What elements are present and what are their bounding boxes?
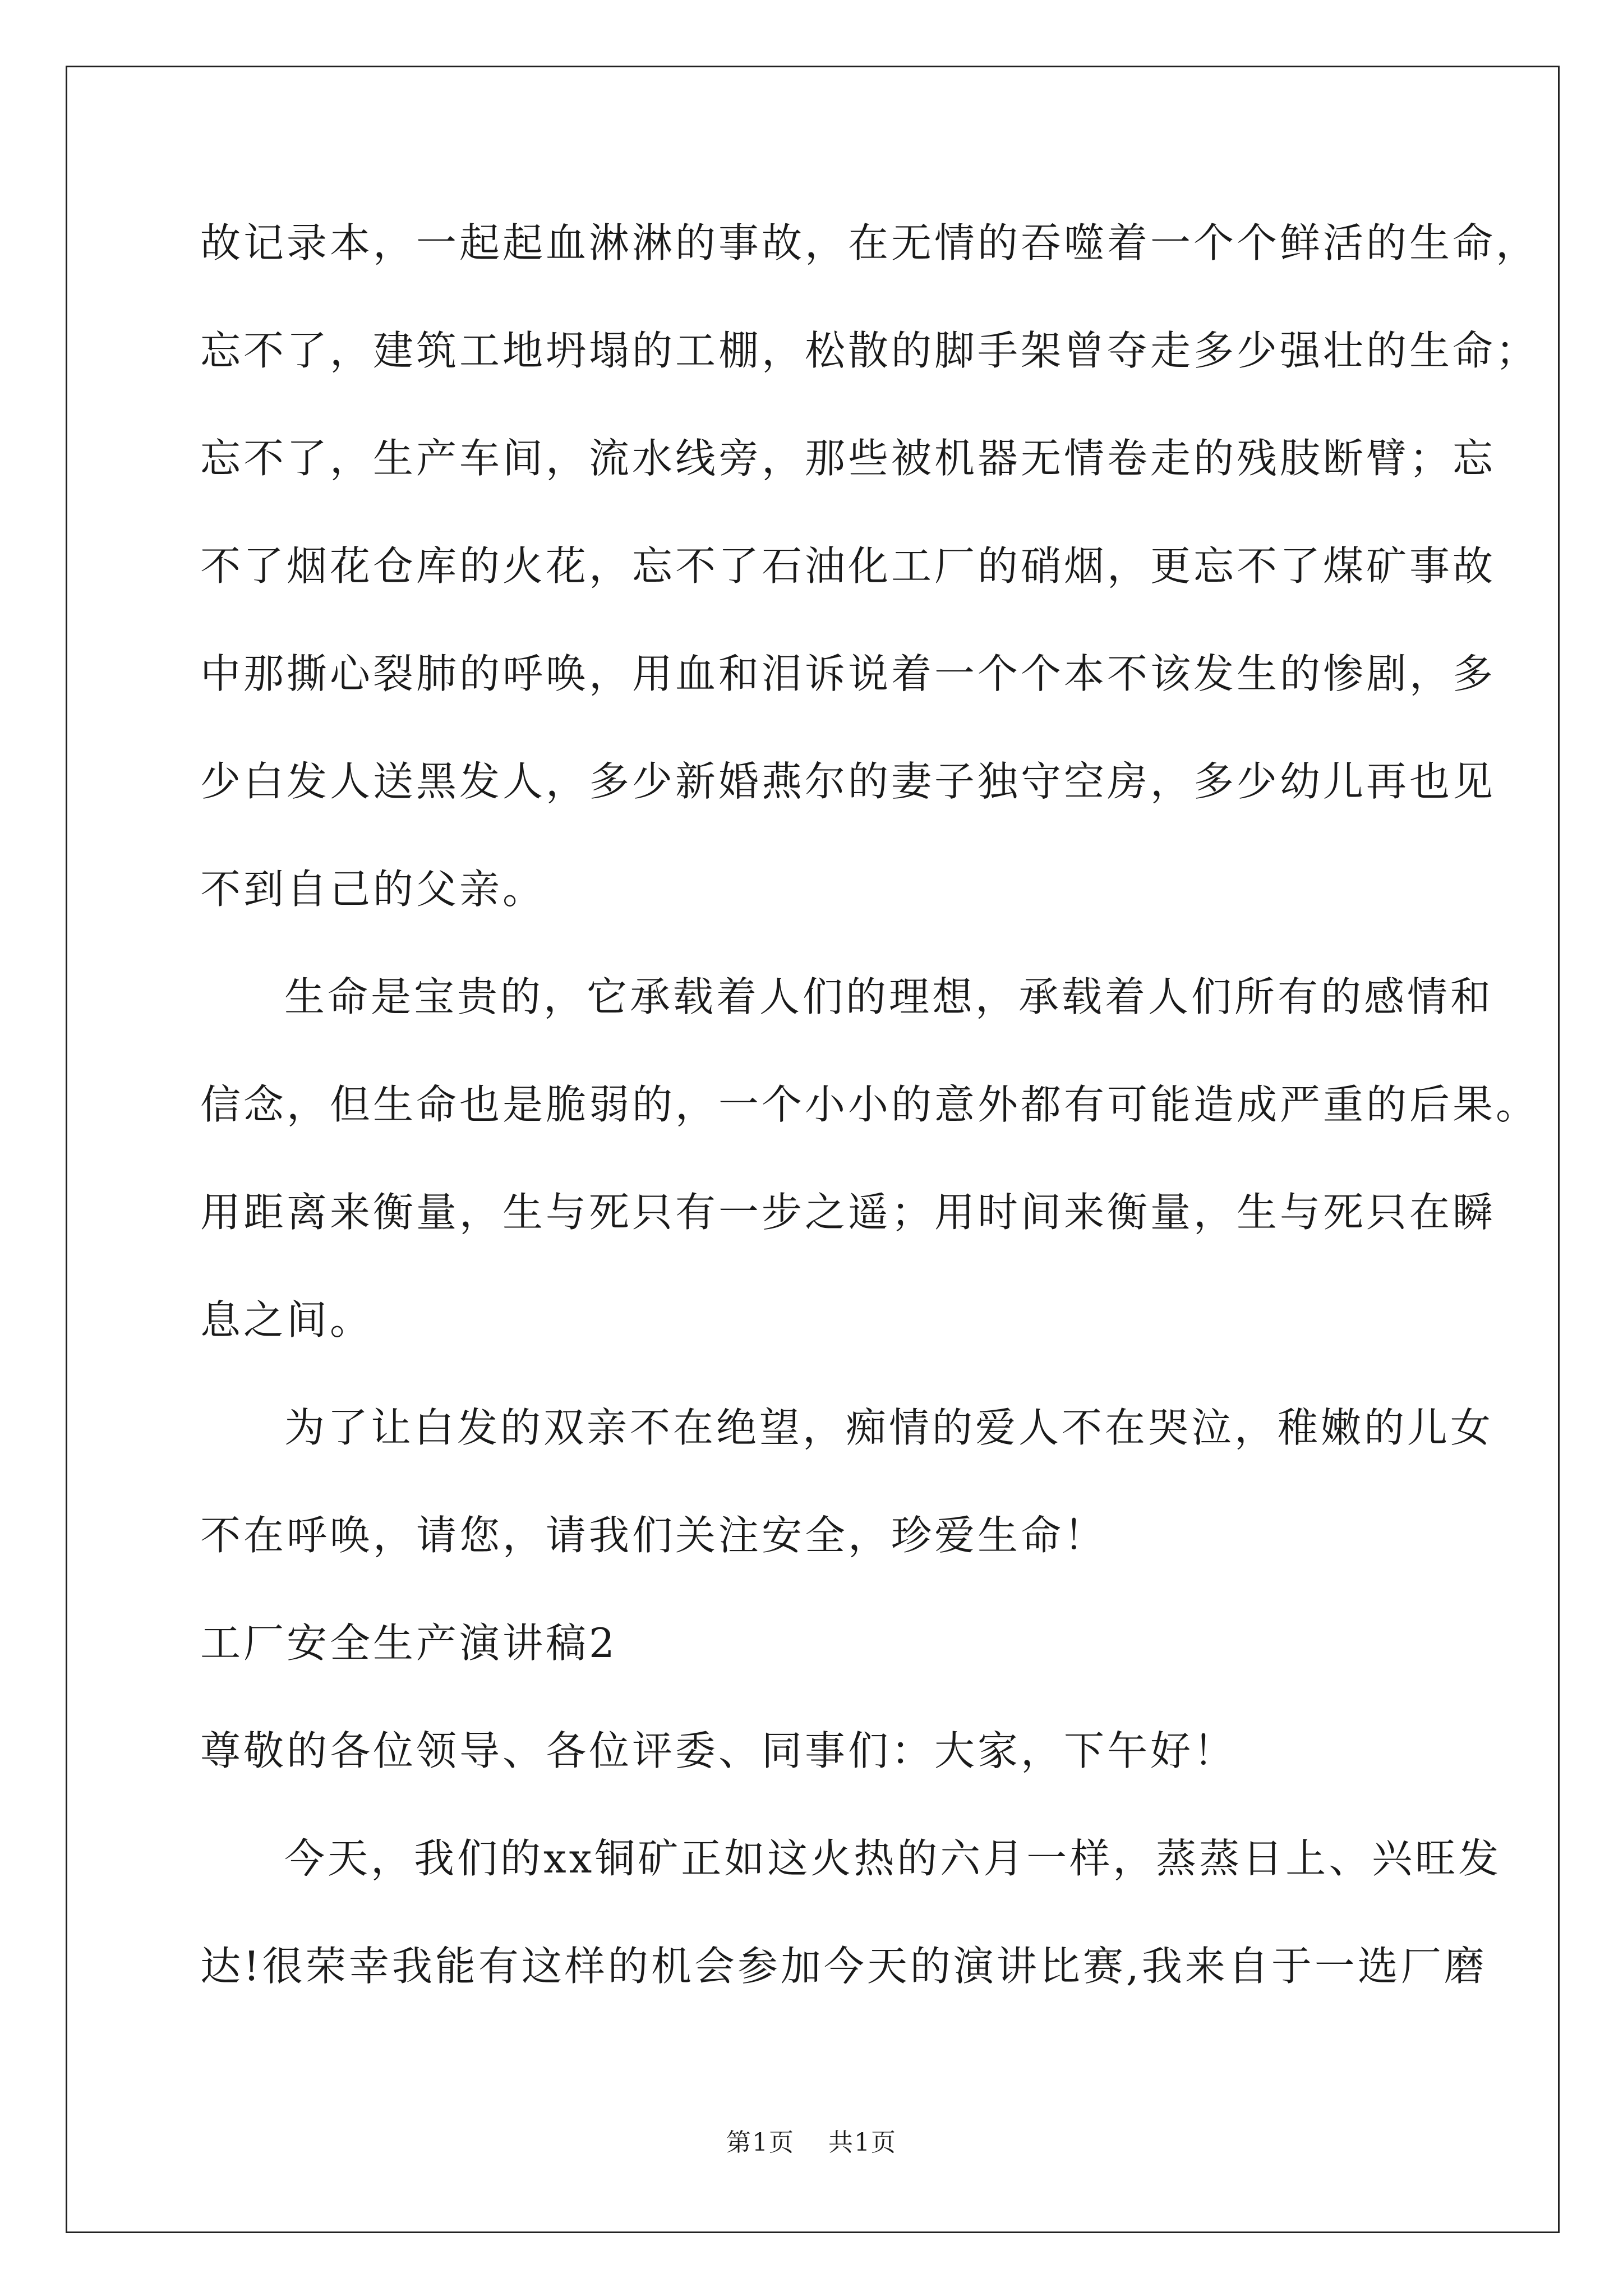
text-line: 故记录本，一起起血淋淋的事故，在无情的吞噬着一个个鲜活的生命， bbox=[200, 219, 1539, 266]
text-line: 信念，但生命也是脆弱的，一个小小的意外都有可能造成严重的后果。 bbox=[200, 1081, 1539, 1128]
paragraph-first-line: 为了让白发的双亲不在绝望，痴情的爱人不在哭泣，稚嫩的儿女 bbox=[284, 1404, 1494, 1451]
paragraph-first-line: 今天，我们的xx铜矿正如这火热的六月一样，蒸蒸日上、兴旺发 bbox=[284, 1835, 1502, 1882]
text-line: 少白发人送黑发人，多少新婚燕尔的妻子独守空房，多少幼儿再也见 bbox=[200, 758, 1496, 805]
text-line: 忘不了，建筑工地坍塌的工棚，松散的脚手架曾夺走多少强壮的生命； bbox=[200, 327, 1539, 374]
text-line: 不到自己的父亲。 bbox=[200, 866, 546, 913]
page-total: 共1页 bbox=[828, 2128, 897, 2157]
text-line: 不在呼唤，请您，请我们关注安全，珍爱生命！ bbox=[200, 1512, 1108, 1559]
salutation: 尊敬的各位领导、各位评委、同事们：大家，下午好！ bbox=[200, 1727, 1237, 1774]
paragraph-first-line: 生命是宝贵的，它承载着人们的理想，承载着人们所有的感情和 bbox=[284, 973, 1494, 1020]
text-line: 不了烟花仓库的火花，忘不了石油化工厂的硝烟，更忘不了煤矿事故 bbox=[200, 542, 1496, 590]
section-title: 工厂安全生产演讲稿2 bbox=[200, 1619, 617, 1667]
text-line: 达!很荣幸我能有这样的机会参加今天的演讲比赛,我来自于一选厂磨 bbox=[200, 1943, 1487, 1990]
text-line: 忘不了，生产车间，流水线旁，那些被机器无情卷走的残肢断臂；忘 bbox=[200, 435, 1496, 482]
page-number: 第1页 bbox=[726, 2128, 795, 2157]
page-footer bbox=[0, 2126, 1623, 2160]
text-line: 用距离来衡量，生与死只有一步之遥；用时间来衡量，生与死只在瞬 bbox=[200, 1189, 1496, 1236]
text-line: 中那撕心裂肺的呼唤，用血和泪诉说着一个个本不该发生的惨剧，多 bbox=[200, 650, 1496, 697]
document-body bbox=[200, 216, 1539, 2047]
text-line: 息之间。 bbox=[200, 1296, 374, 1343]
